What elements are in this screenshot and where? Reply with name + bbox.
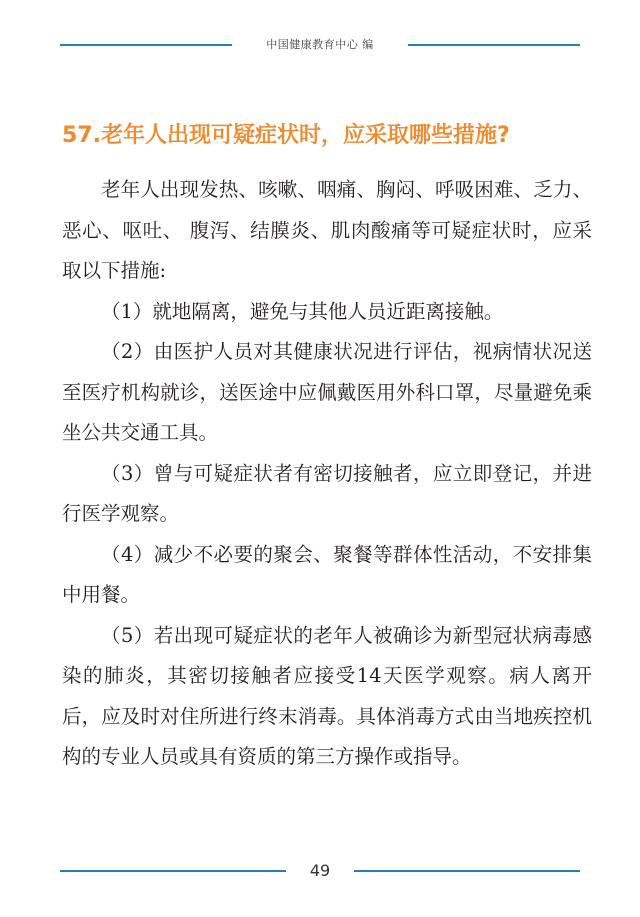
header-rule-left [60, 44, 232, 46]
page-footer [60, 862, 580, 880]
header-publisher-text: 中国健康教育中心 编 [266, 38, 374, 51]
page-number: 49 [309, 861, 331, 880]
measure-5-paragraph: （5）若出现可疑症状的老年人被确诊为新型冠状病毒感染的肺炎，其密切接触者应接受14天医学观察。病人离开后，应及时对住所进行终末消毒。具体消毒方式由当地疾控机构的专业人员或具有资质的第三方操作或指导。 [62, 623, 592, 768]
measure-2-paragraph: （2）由医护人员对其健康状况进行评估，视病情状况送至医疗机构就诊，送医途中应佩戴医用外科口罩，尽量避免乘坐公共交通工具。 [62, 340, 592, 444]
question-title: 57.老年人出现可疑症状时，应采取哪些措施? [62, 123, 510, 148]
measure-1-paragraph: （1）就地隔离，避免与其他人员近距离接触。 [101, 299, 504, 323]
measure-4-paragraph: （4）减少不必要的聚会、聚餐等群体性活动，不安排集中用餐。 [62, 542, 592, 606]
footer-rule-right [354, 870, 580, 872]
header-rule-right [408, 44, 580, 46]
answer-intro-paragraph: 老年人出现发热、咳嗽、咽痛、胸闷、呼吸困难、乏力、恶心、呕吐、 腹泻、结膜炎、肌肉酸痛等可疑症状时，应采取以下措施: [62, 178, 592, 282]
page-header [60, 38, 580, 52]
answer-body [62, 170, 592, 778]
footer-rule-left [60, 870, 286, 872]
measure-3-paragraph: （3）曾与可疑症状者有密切接触者，应立即登记，并进行医学观察。 [62, 461, 592, 525]
